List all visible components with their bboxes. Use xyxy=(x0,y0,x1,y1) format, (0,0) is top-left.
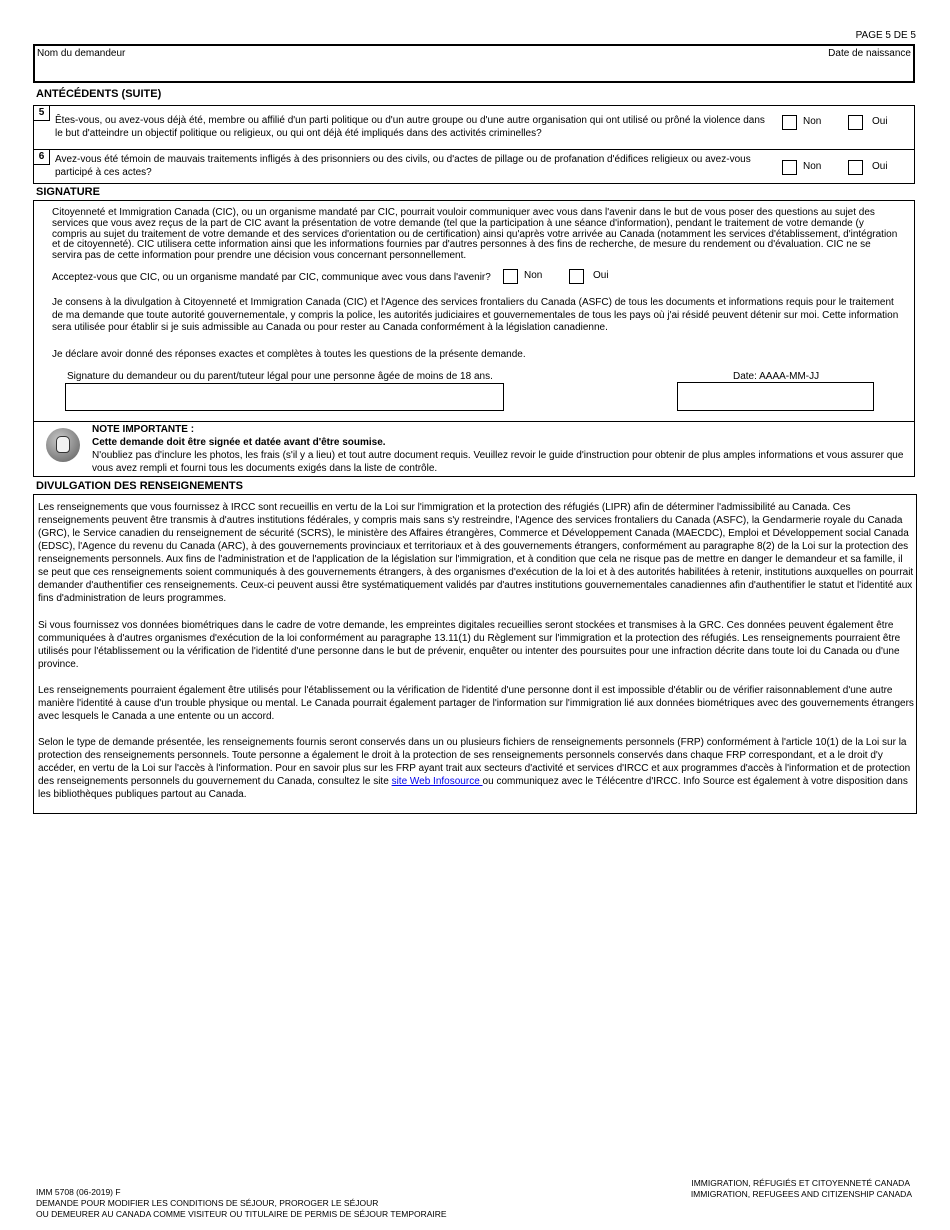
signature-box xyxy=(33,200,915,422)
disclosure-box xyxy=(33,494,917,814)
stop-hand-icon xyxy=(46,428,80,462)
department-name-fr: IMMIGRATION, RÉFUGIÉS ET CITOYENNETÉ CANADA xyxy=(691,1178,910,1188)
q5-yes-label: Oui xyxy=(872,116,888,127)
signature-section-title: SIGNATURE xyxy=(36,186,100,198)
q5-no-label: Non xyxy=(803,116,822,127)
question-6 xyxy=(33,149,915,184)
important-note-box xyxy=(33,421,915,477)
date-field[interactable] xyxy=(677,382,874,411)
note-title: NOTE IMPORTANTE : xyxy=(92,424,195,435)
question-5 xyxy=(33,105,915,150)
contact-no-label: Non xyxy=(524,270,543,281)
header-box xyxy=(33,44,915,83)
infosource-link[interactable]: site Web Infosource xyxy=(391,776,483,787)
disclosure-paragraph-4 xyxy=(38,736,914,801)
question-text: Avez-vous été témoin de mauvais traitements infligés à des prisonniers ou des civils, ou d'actes de pillage ou de profanation d'édifices religieux ou avez-vous participé à ces actes? xyxy=(55,154,751,178)
dob-label: Date de naissance xyxy=(828,48,911,59)
question-text: Êtes-vous, ou avez-vous déjà été, membre ou affilié d'un parti politique ou d'un autre groupe ou d'une autre organisation qui ont utilisé ou prôné la violence dans le but d'atteindre un objectif politique ou religieux, ou qui ont déjà été impliqués dans des activités criminelles? xyxy=(55,115,765,139)
disclosure-paragraph-1: Les renseignements que vous fournissez à IRCC sont recueillis en vertu de la Loi sur l'immigration et la protection des réfugiés (LIPR) afin de déterminer l'admissibilité au Canada. Ces renseignements peuvent être transmis à d'autres institutions fédérales, y compris mais sans s'y restreindre, l'Agence des services frontaliers du Canada (ASFC), la Gendarmerie royale du Canada (GRC), le Service canadien du renseignement de sécurité (SCRS), le ministère des Affaires étrangères, Commerce et Développement Canada (MAECDC), Emploi et Développement social Canada (EDSC), l'Agence du revenu du Canada (ARC), à des gouvernements provinciaux et territoriaux et à des gouvernements étrangers, conformément au paragraphe 8(2) de la Loi sur la protection des renseignements personnels. Aux fins de l'administration et de l'application de la législation sur l'immigration, et à condition que cela ne risque pas de mettre en danger le demandeur et sa famille, il se peut que ces renseignements soient communiqués à des gouvernements étrangers, à des organismes d'exécution de la loi et à des autorités habilitées à retenir, institutions auxquelles on pourrait demander d'authentifier ces renseignements. Ceux-ci peuvent aussi être systématiquement validés par d'autres institutions gouvernementales canadiennes afin d'authentifier le statut et l'identité aux fins d'administration de leurs programmes. xyxy=(38,502,914,604)
form-title-line-2: OU DEMEURER AU CANADA COMME VISITEUR OU TITULAIRE DE PERMIS DE SÉJOUR TEMPORAIRE xyxy=(36,1209,447,1219)
contact-intro-text: Citoyenneté et Immigration Canada (CIC), ou un organisme mandaté par CIC, pourrait vouloir communiquer avec vous dans l'avenir dans le but de vous poser des questions au sujet des services que vous avez reçus de la part de CIC avant la présentation de votre demande (tel que la participation à une séance d'information), pendant le traitement de votre demande (y compris au sujet du traitement de votre demande et des services d'orientation ou de certification) ainsi qu'après votre arrivée au Canada (notamment les services d'établissement, d'intégration et de citoyenneté). CIC utilisera cette information ainsi que les informations fournies par d'autres personnes à des fins de recherche, de mesure du rendement ou d'évaluation. CIC ne se servira pas de cette information pour prendre une décision vous concernant personnellement. xyxy=(52,207,898,262)
q6-yes-label: Oui xyxy=(872,161,888,172)
disclosure-paragraph-2: Si vous fournissez vos données biométriques dans le cadre de votre demande, les empreintes digitales recueillies seront stockées et transmises à la GRC. Ces données peuvent également être communiquées à d'autres organismes d'exécution de la loi conformément au paragraphe 13.11(1) du Règlement sur l'immigration et la protection des réfugiés. Les renseignements pourraient être utilisés pour l'établissement ou la vérification de l'identité d'une personne dans le but de prévenir, enquêter ou intenter des poursuites pour une infraction décrite dans toute loi du Canada ou d'une province. xyxy=(38,620,901,670)
disclosure-p4-text-end: ou communiquez avec le Télécentre d'IRCC. Info Source est également à votre disposition dans les bibliothèques publiques partout au Canada. xyxy=(38,776,908,800)
q6-no-checkbox[interactable] xyxy=(782,160,797,175)
page-number: PAGE 5 DE 5 xyxy=(855,30,916,41)
disclosure-section-title: DIVULGATION DES RENSEIGNEMENTS xyxy=(36,480,243,492)
consent-question: Acceptez-vous que CIC, ou un organisme mandaté par CIC, communique avec vous dans l'avenir? xyxy=(52,272,491,283)
contact-yes-label: Oui xyxy=(593,270,609,281)
signature-label: Signature du demandeur ou du parent/tuteur légal pour une personne âgée de moins de 18 ans. xyxy=(67,371,493,382)
disclosure-paragraph-3: Les renseignements pourraient également être utilisés pour l'établissement ou la vérification de l'identité d'une personne dont il est impossible d'établir ou de vérifier raisonnablement d'une autre manière l'identité à cause d'un trouble physique ou mental. Le Canada pourrait également partager de l'information sur l'immigration lié aux données biométriques avec des gouvernements étrangers avec lesquels le Canada a une entente ou un accord. xyxy=(38,685,914,722)
disclosure-consent-text: Je consens à la divulgation à Citoyenneté et Immigration Canada (CIC) et l'Agence des services frontaliers du Canada (ASFC) de tous les documents et informations requis pour le traitement de ma demande que toute autorité gouvernementale, y compris la police, les autorités judiciaires et gouvernementales de tous les pays où j'ai résidé peuvent détenir sur moi. Cette information sera utilisée pour établir si je suis admissible au Canada ou pour rester au Canada conformément à la législation canadienne. xyxy=(52,297,899,333)
disclosure-p4-text: Selon le type de demande présentée, les renseignements fournis seront conservés dans un ou plusieurs fichiers de renseignements personnels (FRP) conformément à l'article 10(1) de la Loi sur la protection des renseignements personnels. Toute personne a également le droit à la protection de ses renseignements personnels conservés dans chaque FRP correspondant, et a le droit d'y accéder, en vertu de la Loi sur l'accès à l'information. Pour en savoir plus sur les FRP ayant trait aux secteurs d'activité et services d'IRCC et aux programmes d'accès à l'information et de protection des renseignements personnels du gouvernement du Canada, consultez le site xyxy=(38,737,911,787)
q5-no-checkbox[interactable] xyxy=(782,115,797,130)
q5-yes-checkbox[interactable] xyxy=(848,115,863,130)
question-number: 5 xyxy=(34,106,50,121)
contact-no-checkbox[interactable] xyxy=(503,269,518,284)
question-number: 6 xyxy=(34,150,50,165)
note-bold-line: Cette demande doit être signée et datée avant d'être soumise. xyxy=(92,437,386,448)
date-label: Date: AAAA-MM-JJ xyxy=(733,371,820,382)
q6-yes-checkbox[interactable] xyxy=(848,160,863,175)
form-title-line-1: DEMANDE POUR MODIFIER LES CONDITIONS DE SÉJOUR, PROROGER LE SÉJOUR xyxy=(36,1198,379,1208)
contact-yes-checkbox[interactable] xyxy=(569,269,584,284)
background-section-title: ANTÉCÉDENTS (SUITE) xyxy=(36,88,162,100)
signature-field[interactable] xyxy=(65,383,504,411)
note-text: N'oubliez pas d'inclure les photos, les frais (s'il y a lieu) et tout autre document requis. Veuillez revoir le guide d'instruction pour obtenir de plus amples informations et vous assurer que vous avez rempli et fourni tous les documents exigés dans la liste de contrôle. xyxy=(92,450,904,474)
declaration-text: Je déclare avoir donné des réponses exactes et complètes à toutes les questions de la présente demande. xyxy=(52,349,526,360)
applicant-name-label: Nom du demandeur xyxy=(37,48,126,59)
form-code: IMM 5708 (06-2019) F xyxy=(36,1187,121,1197)
q6-no-label: Non xyxy=(803,161,822,172)
department-name-en: IMMIGRATION, REFUGEES AND CITIZENSHIP CANADA xyxy=(690,1189,912,1199)
